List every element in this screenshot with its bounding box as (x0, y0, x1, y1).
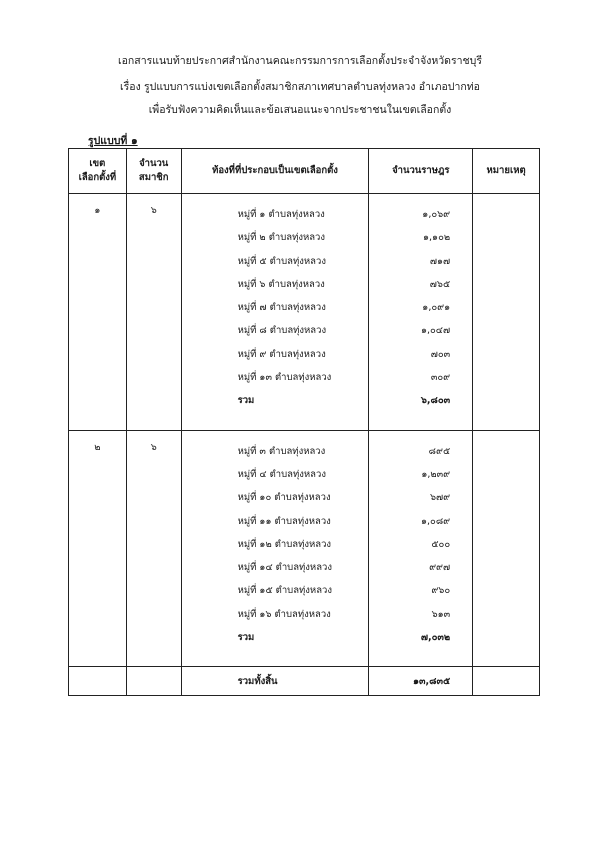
col-header-zone (69, 149, 127, 194)
col-header-zone-line2: เลือกตั้งที่ (78, 172, 117, 183)
village-name: หมู่ที่ ๘ ตำบลทุ่งหลวง (237, 325, 327, 337)
member-count: ๖ (126, 430, 181, 667)
village-name: หมู่ที่ ๓ ตำบลทุ่งหลวง (237, 445, 326, 457)
col-header-zone-line1: เขต (89, 158, 106, 169)
village-name: หมู่ที่ ๒ ตำบลทุ่งหลวง (237, 232, 326, 244)
grand-total-zone-empty (69, 667, 127, 696)
col-header-note: หมายเหตุ (473, 149, 540, 194)
village-population: ๑,๐๙๑ (422, 302, 451, 314)
document-subject: เรื่อง รูปแบบการแบ่งเขตเลือกตั้งสมาชิกสภาเทศบาลตำบลทุ่งหลวง อำเภอปากท่อ (120, 81, 480, 93)
village-population: ๗๑๗ (429, 255, 451, 267)
village-population: ๙๙๗ (429, 562, 451, 574)
village-population: ๑,๐๔๗ (420, 325, 451, 337)
village-name: หมู่ที่ ๑๑ ตำบลทุ่งหลวง (237, 515, 331, 527)
zone-number: ๑ (69, 194, 127, 431)
village-name: หมู่ที่ ๑๖ ตำบลทุ่งหลวง (237, 608, 331, 620)
population-list (369, 194, 473, 431)
village-name: หมู่ที่ ๑๔ ตำบลทุ่งหลวง (237, 562, 332, 574)
col-header-members-line2: สมาชิก (138, 172, 169, 183)
grand-total-label (181, 667, 369, 696)
subtotal-value: ๗,๐๓๒ (420, 632, 451, 644)
grand-total-members-empty (126, 667, 181, 696)
col-header-members-line1: จำนวน (139, 158, 169, 169)
grand-total-label-text: รวมทั้งสิ้น (237, 675, 278, 687)
document-purpose: เพื่อรับฟังความคิดเห็นและข้อเสนอแนะจากประชาชนในเขตเลือกตั้ง (148, 104, 452, 116)
col-header-area: ท้องที่ที่ประกอบเป็นเขตเลือกตั้ง (181, 149, 369, 194)
area-list (181, 430, 369, 667)
village-population: ๖๑๓ (431, 608, 451, 620)
village-population: ๑,๒๓๙ (421, 468, 451, 480)
zone-row (69, 430, 540, 667)
col-header-population: จำนวนราษฎร (369, 149, 473, 194)
subtotal-value: ๖,๘๐๓ (420, 395, 451, 407)
village-name: หมู่ที่ ๗ ตำบลทุ่งหลวง (237, 302, 326, 314)
village-population: ๑,๐๖๙ (422, 209, 451, 220)
zone-number: ๒ (69, 430, 127, 667)
village-population: ๑,๐๘๙ (421, 515, 451, 527)
grand-total-value-text: ๑๓,๘๓๕ (412, 675, 451, 687)
subtotal-label: รวม (237, 632, 255, 644)
area-list (181, 194, 369, 431)
village-name: หมู่ที่ ๕ ตำบลทุ่งหลวง (237, 255, 326, 267)
zone-table (68, 148, 540, 696)
note-cell (473, 430, 540, 667)
village-name: หมู่ที่ ๑ ตำบลทุ่งหลวง (237, 209, 325, 220)
village-population: ๓๐๙ (430, 372, 451, 384)
grand-total-note-empty (473, 667, 540, 696)
col-header-members (126, 149, 181, 194)
village-population: ๙๖๐ (431, 585, 451, 597)
grand-total-value (369, 667, 473, 696)
village-name: หมู่ที่ ๑๐ ตำบลทุ่งหลวง (237, 492, 331, 504)
zone-row (69, 194, 540, 431)
village-name: หมู่ที่ ๙ ตำบลทุ่งหลวง (237, 348, 326, 360)
document-title: เอกสารแนบท้ายประกาศสำนักงานคณะกรรมการการเลือกตั้งประจำจังหวัดราชบุรี (118, 55, 482, 67)
village-name: หมู่ที่ ๑๕ ตำบลทุ่งหลวง (237, 585, 332, 597)
variant-label: รูปแบบที่ ๑ (88, 135, 138, 147)
grand-total-row (69, 667, 540, 696)
subtotal-label: รวม (237, 395, 255, 407)
population-list (369, 430, 473, 667)
village-population: ๕๐๐ (431, 538, 451, 550)
village-name: หมู่ที่ ๑๒ ตำบลทุ่งหลวง (237, 538, 332, 550)
village-name: หมู่ที่ ๖ ตำบลทุ่งหลวง (237, 278, 325, 290)
member-count: ๖ (126, 194, 181, 431)
village-population: ๗๖๕ (429, 278, 451, 290)
table-header-row (69, 149, 540, 194)
village-population: ๖๗๙ (430, 492, 451, 504)
village-name: หมู่ที่ ๑๓ ตำบลทุ่งหลวง (237, 372, 332, 384)
note-cell (473, 194, 540, 431)
village-name: หมู่ที่ ๔ ตำบลทุ่งหลวง (237, 468, 326, 480)
village-population: ๗๐๓ (430, 348, 451, 360)
village-population: ๘๙๕ (428, 445, 451, 457)
village-population: ๑,๑๐๒ (422, 232, 451, 244)
